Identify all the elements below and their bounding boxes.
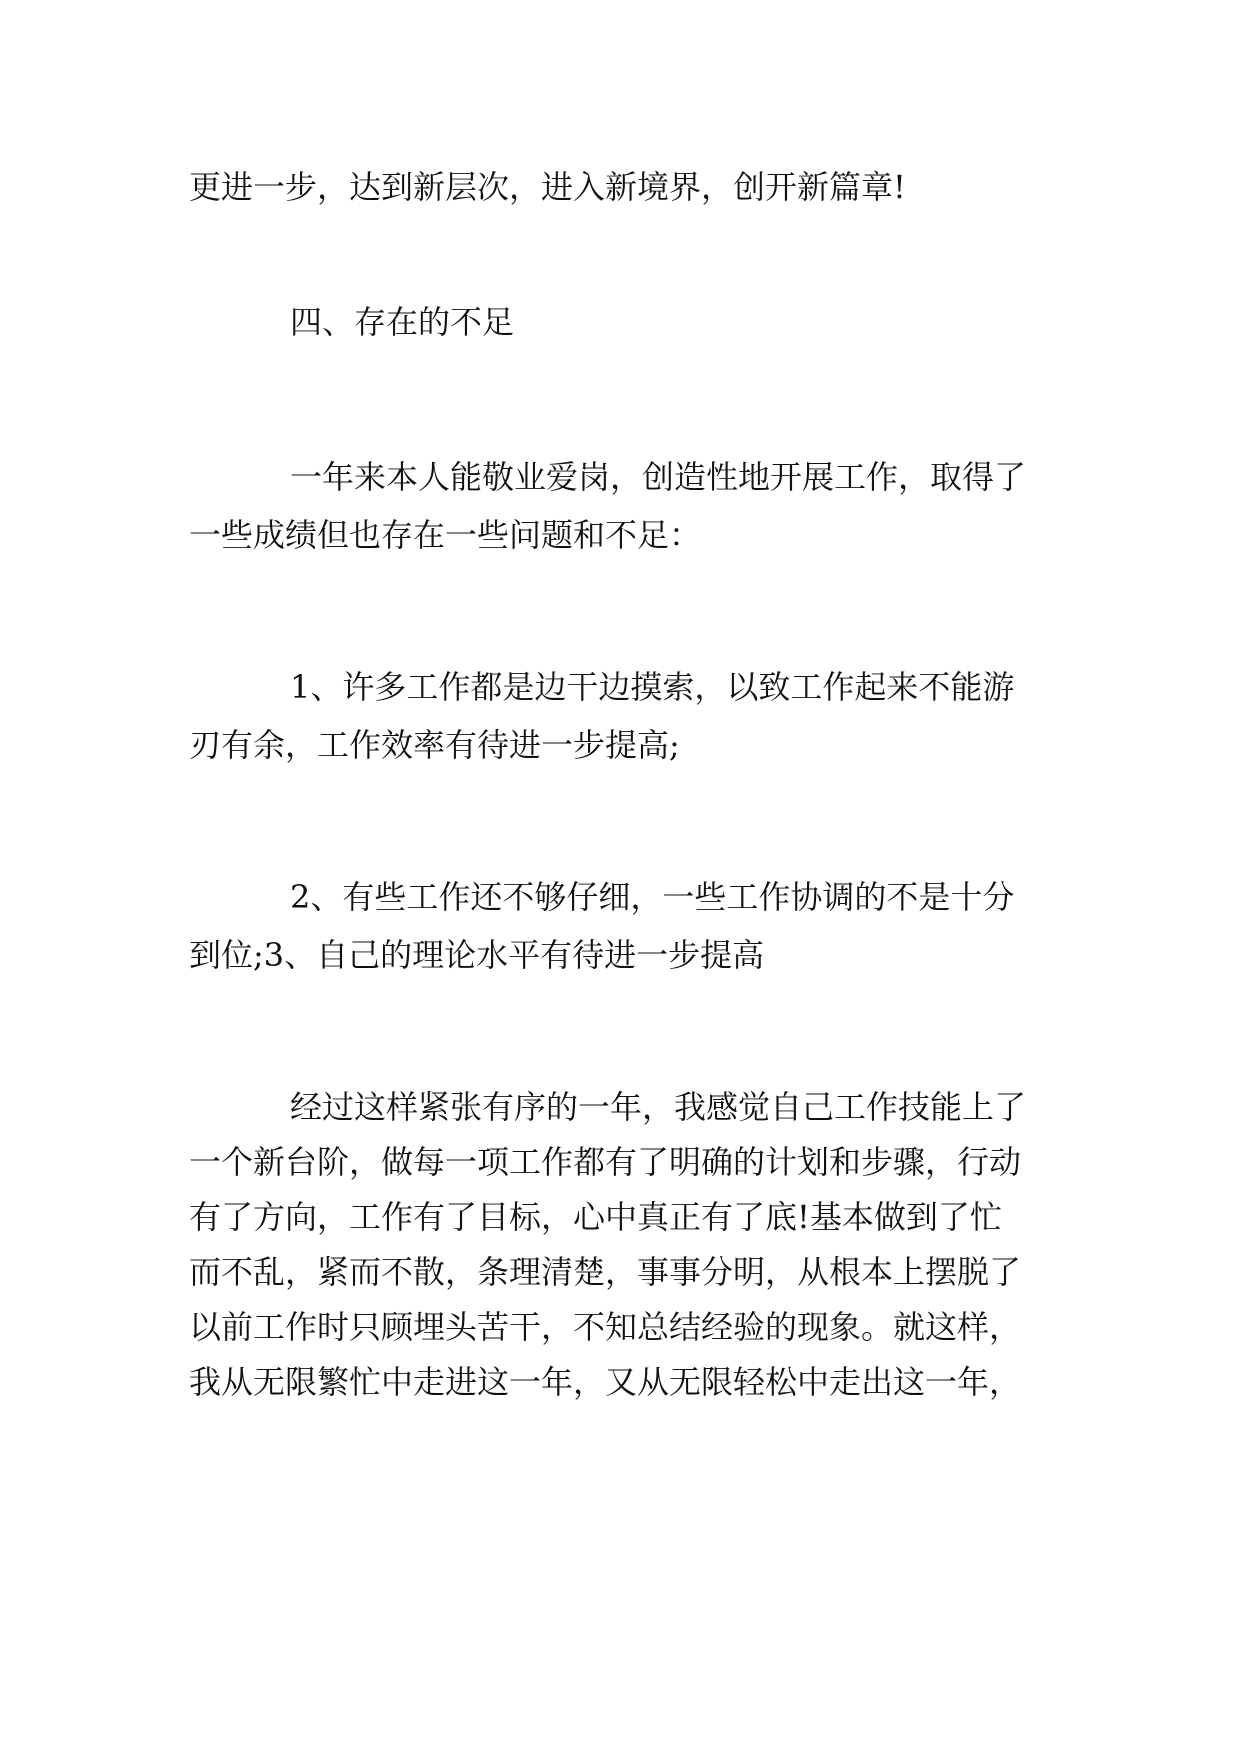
- paragraph-line: 以前工作时只顾埋头苦干，不知总结经验的现象。就这样，: [189, 1308, 1022, 1346]
- paragraph-line: 我从无限繁忙中走进这一年，又从无限轻松中走出这一年，: [189, 1363, 1022, 1401]
- paragraph-line: 一个新台阶，做每一项工作都有了明确的计划和步骤，行动: [189, 1143, 1022, 1181]
- list-item-line: 1、许多工作都是边干边摸索，以致工作起来不能游: [290, 668, 1015, 706]
- list-item-line: 2、有些工作还不够仔细，一些工作协调的不是十分: [290, 878, 1015, 916]
- paragraph-line: 更进一步，达到新层次，进入新境界，创开新篇章!: [189, 168, 906, 206]
- paragraph-line: 一年来本人能敬业爱岗，创造性地开展工作，取得了: [290, 458, 1027, 496]
- list-item-line: 刃有余，工作效率有待进一步提高;: [189, 726, 680, 764]
- paragraph-line: 有了方向，工作有了目标，心中真正有了底!基本做到了忙: [189, 1198, 1002, 1236]
- paragraph-line: 经过这样紧张有序的一年，我感觉自己工作技能上了: [290, 1088, 1027, 1126]
- paragraph-line: 一些成绩但也存在一些问题和不足：: [189, 516, 702, 554]
- section-heading: 四、存在的不足: [290, 303, 515, 341]
- list-item-line: 到位;3、自己的理论水平有待进一步提高: [189, 936, 765, 974]
- paragraph-line: 而不乱，紧而不散，条理清楚，事事分明，从根本上摆脱了: [189, 1253, 1022, 1291]
